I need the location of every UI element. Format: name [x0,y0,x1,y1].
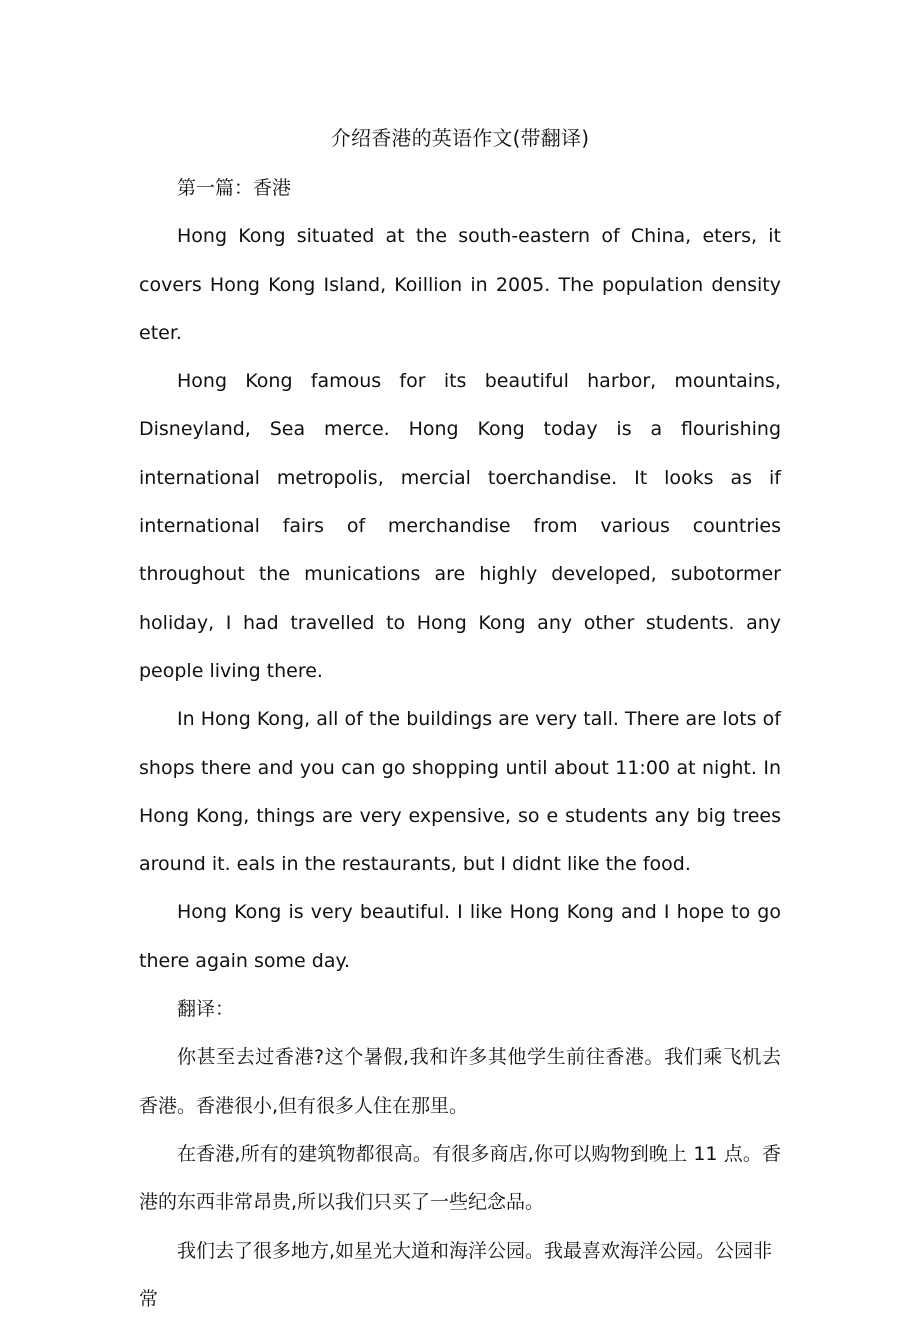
section-heading: 第一篇：香港 [177,177,292,199]
english-paragraph-4: Hong Kong is very beautiful. I like Hong Kong and I hope to go there again some day. [139,901,781,972]
chinese-paragraph-3: 我们去了很多地方,如星光大道和海洋公园。我最喜欢海洋公园。公园非常 [139,1239,773,1310]
translation-heading: 翻译： [177,998,235,1021]
chinese-paragraph-1: 你甚至去过香港?这个暑假,我和许多其他学生前往香港。我们乘飞机去香港。香港很小,但有很多人住在那里。 [139,1046,781,1117]
document-title: 介绍香港的英语作文(带翻译) [330,126,590,150]
chinese-paragraph-2: 在香港,所有的建筑物都很高。有很多商店,你可以购物到晚上 11 点。香港的东西非常昂贵,所以我们只买了一些纪念品。 [139,1142,781,1214]
english-paragraph-3: In Hong Kong, all of the buildings are very tall. There are lots of shops there and you can go shopping until about 11:00 at night. In Hong Kong, things are very expensive, so e students any big trees around it. eals in the restaurants, but I didnt like the food. [139,708,781,876]
english-paragraph-1: Hong Kong situated at the south-eastern of China, eters, it covers Hong Kong Island, Koillion in 2005. The population density eter. [139,225,781,344]
english-paragraph-2: Hong Kong famous for its beautiful harbor, mountains, Disneyland, Sea merce. Hong Kong today is a flourishing international metropolis, mercial toerchandise. It looks as if international fairs of merchandise from various countries throughout the munications are highly developed, subotormer holiday, I had travelled to Hong Kong any other students. any people living there. [139,370,781,682]
document-body [139,112,781,1323]
